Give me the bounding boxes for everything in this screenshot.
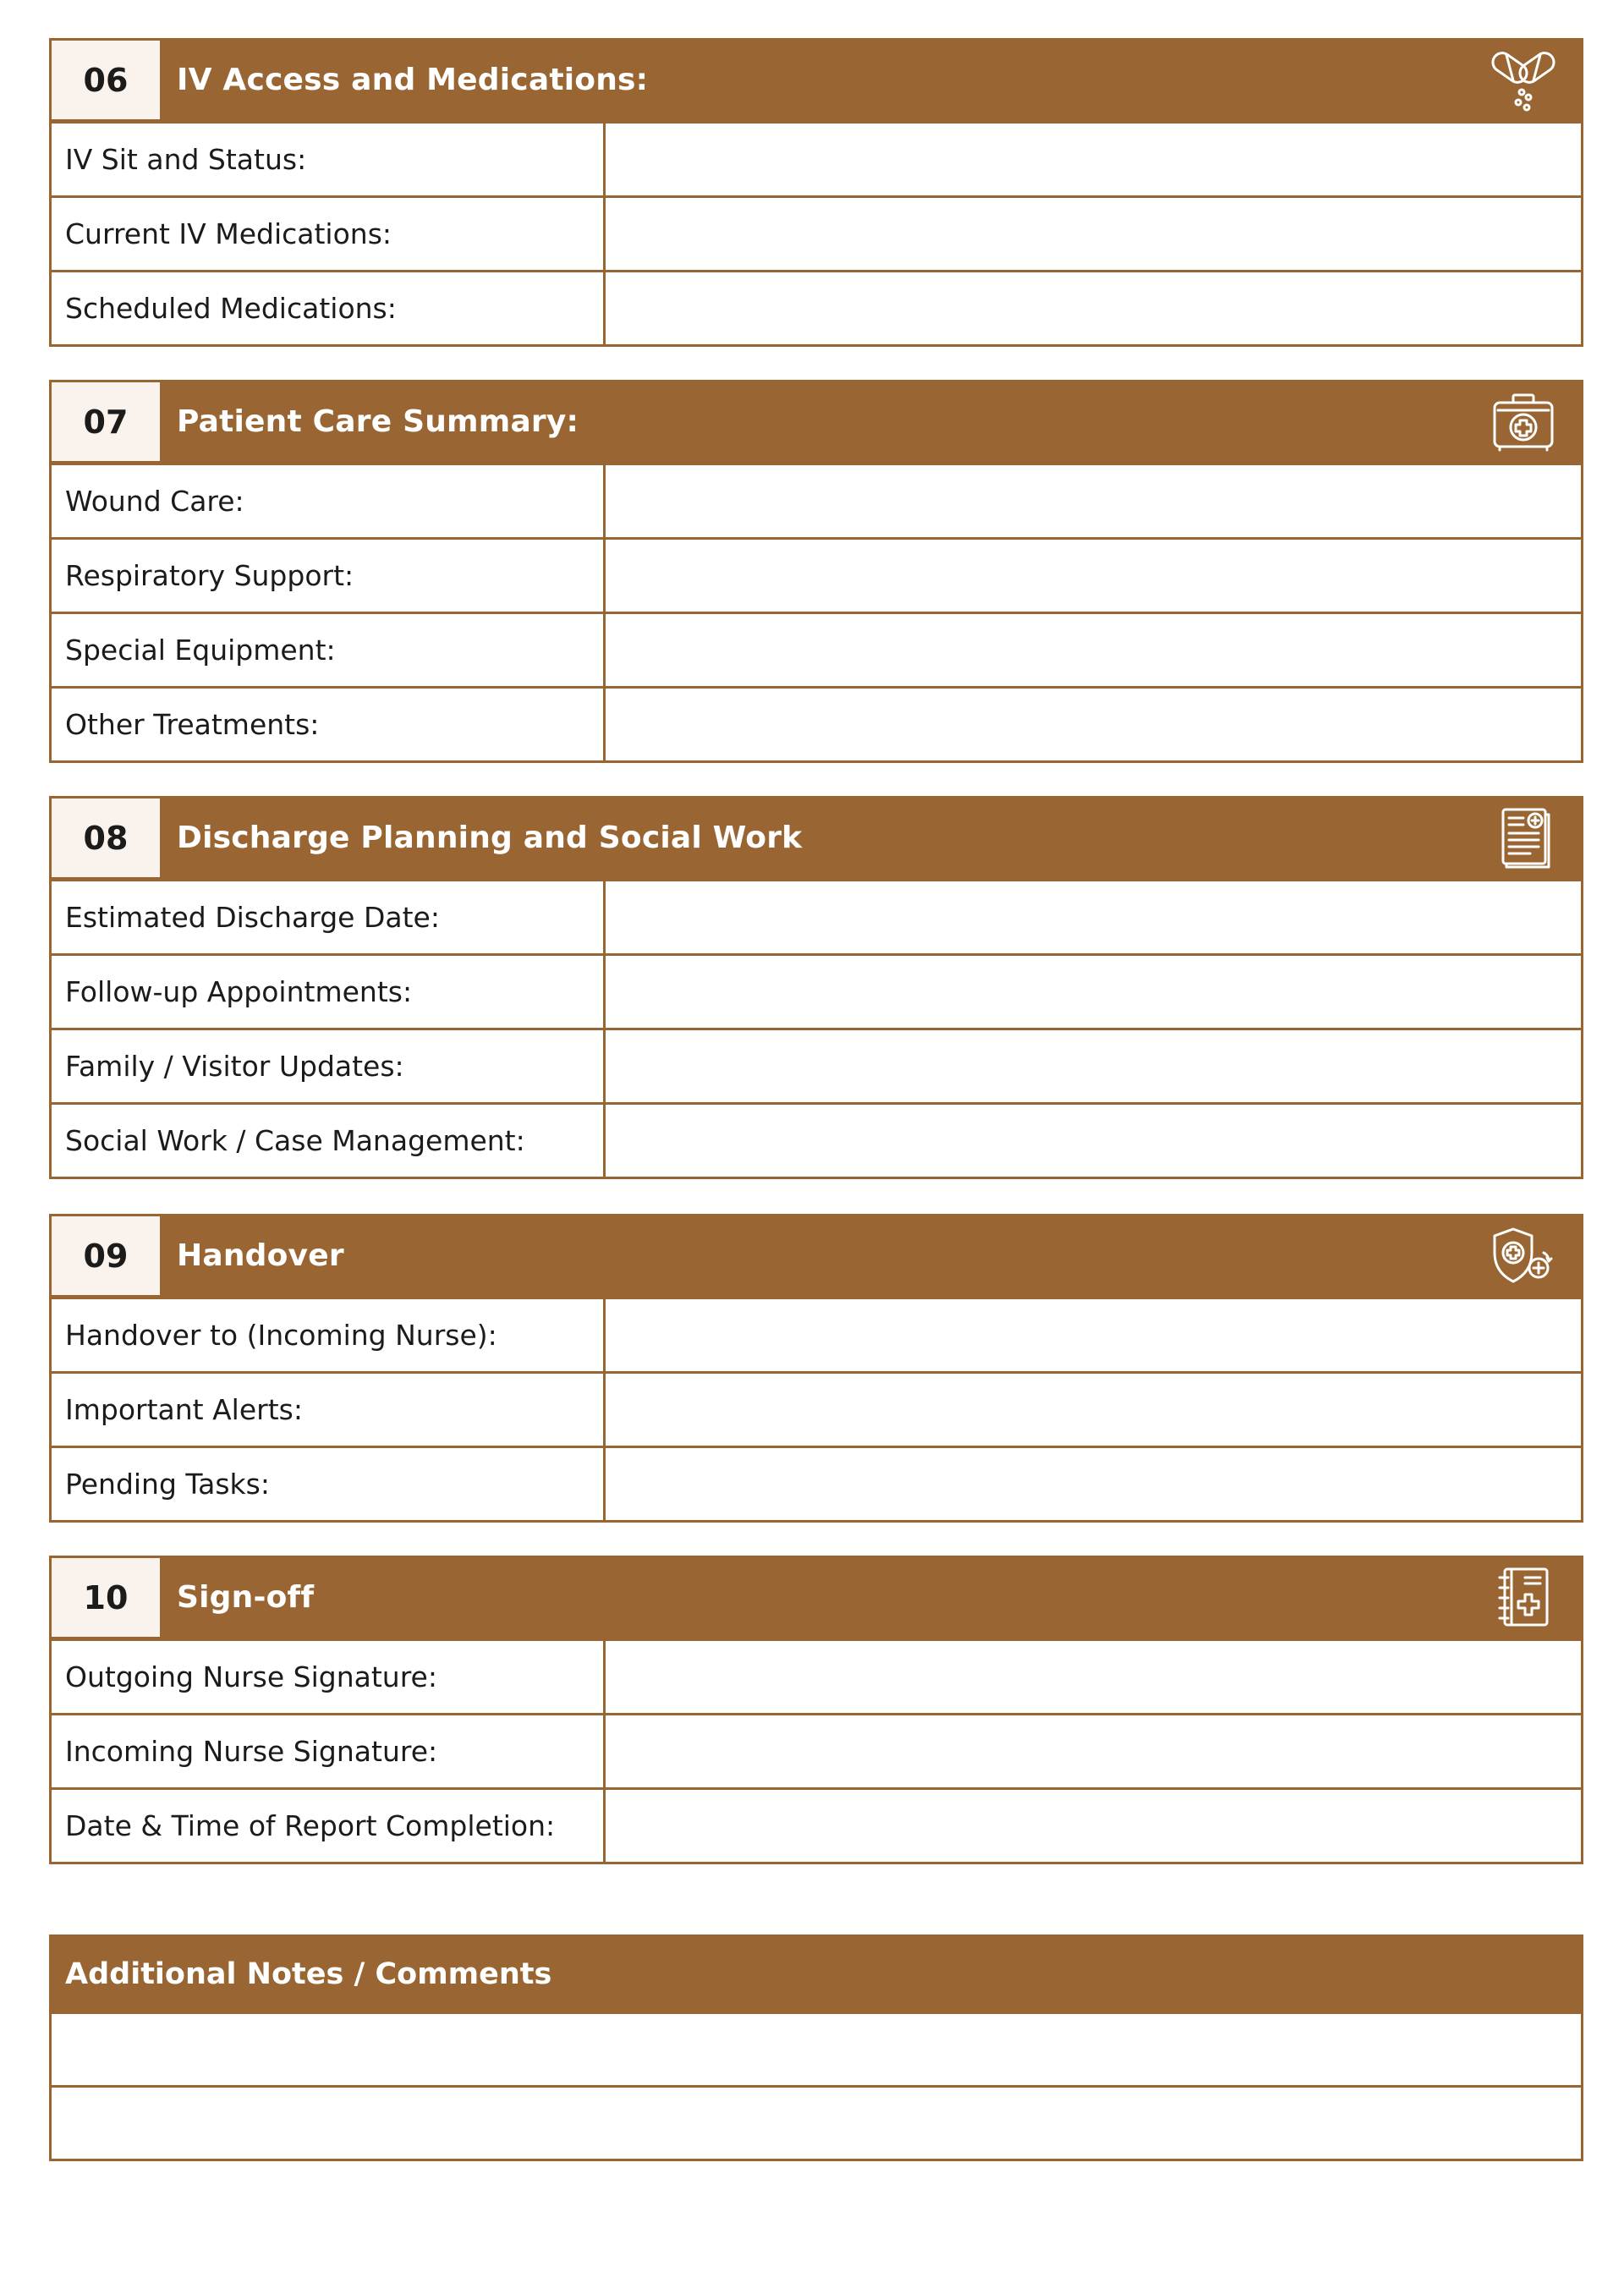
field-input[interactable] [606, 881, 1581, 953]
capsules-icon [1488, 48, 1559, 113]
section-title: Sign-off [177, 1580, 315, 1615]
table-row [52, 463, 1581, 537]
field-label: Estimated Discharge Date: [52, 881, 606, 953]
table-row [52, 121, 1581, 195]
section-number: 08 [52, 799, 160, 877]
section-discharge-planning [49, 796, 1583, 1179]
table-row [52, 1713, 1581, 1787]
section-sign-off [49, 1556, 1583, 1864]
section-header [52, 799, 1581, 879]
field-label: Incoming Nurse Signature: [52, 1715, 606, 1787]
field-input[interactable] [606, 1374, 1581, 1446]
table-row [52, 612, 1581, 686]
field-input[interactable] [606, 614, 1581, 686]
table-row [52, 1638, 1581, 1713]
field-label: Important Alerts: [52, 1374, 606, 1446]
field-label: Current IV Medications: [52, 198, 606, 270]
table-row [52, 270, 1581, 344]
first-aid-kit-icon [1488, 390, 1559, 454]
table-row [52, 195, 1581, 270]
field-label: Social Work / Case Management: [52, 1105, 606, 1177]
medical-book-icon [1488, 1566, 1559, 1630]
table-row [52, 537, 1581, 612]
field-label: Outgoing Nurse Signature: [52, 1641, 606, 1713]
section-title: Discharge Planning and Social Work [177, 820, 803, 855]
field-label: Other Treatments: [52, 689, 606, 760]
field-input[interactable] [606, 1448, 1581, 1520]
section-iv-access [49, 38, 1583, 347]
table-row [52, 879, 1581, 953]
field-label: Family / Visitor Updates: [52, 1030, 606, 1102]
field-label: Pending Tasks: [52, 1448, 606, 1520]
table-row [52, 1102, 1581, 1177]
notes-title: Additional Notes / Comments [52, 1937, 1581, 2011]
field-input[interactable] [606, 1790, 1581, 1862]
notes-line-input[interactable] [52, 2085, 1581, 2159]
table-row [52, 1297, 1581, 1371]
shield-health-icon [1488, 1224, 1559, 1288]
field-input[interactable] [606, 540, 1581, 612]
field-input[interactable] [606, 123, 1581, 195]
table-row [52, 1787, 1581, 1862]
section-header [52, 1216, 1581, 1297]
field-input[interactable] [606, 1030, 1581, 1102]
medical-report-icon [1488, 806, 1559, 870]
table-row [52, 953, 1581, 1028]
field-input[interactable] [606, 689, 1581, 760]
field-input[interactable] [606, 272, 1581, 344]
field-input[interactable] [606, 956, 1581, 1028]
section-title: Patient Care Summary: [177, 404, 579, 439]
section-additional-notes [49, 1935, 1583, 2161]
section-header [52, 41, 1581, 121]
field-input[interactable] [606, 198, 1581, 270]
field-input[interactable] [606, 1641, 1581, 1713]
field-label: Respiratory Support: [52, 540, 606, 612]
field-input[interactable] [606, 465, 1581, 537]
table-row [52, 1028, 1581, 1102]
field-label: Follow-up Appointments: [52, 956, 606, 1028]
notes-line-input[interactable] [52, 2011, 1581, 2085]
field-input[interactable] [606, 1299, 1581, 1371]
table-row [52, 1446, 1581, 1520]
field-label: Special Equipment: [52, 614, 606, 686]
section-number: 07 [52, 382, 160, 461]
field-label: Date & Time of Report Completion: [52, 1790, 606, 1862]
section-number: 06 [52, 41, 160, 119]
field-label: Wound Care: [52, 465, 606, 537]
section-header [52, 382, 1581, 463]
section-patient-care [49, 380, 1583, 763]
section-title: Handover [177, 1238, 344, 1273]
section-number: 10 [52, 1558, 160, 1637]
table-row [52, 686, 1581, 760]
section-number: 09 [52, 1216, 160, 1295]
section-title: IV Access and Medications: [177, 63, 649, 97]
field-label: IV Sit and Status: [52, 123, 606, 195]
section-handover [49, 1214, 1583, 1523]
field-label: Handover to (Incoming Nurse): [52, 1299, 606, 1371]
field-label: Scheduled Medications: [52, 272, 606, 344]
field-input[interactable] [606, 1105, 1581, 1177]
table-row [52, 1371, 1581, 1446]
section-header [52, 1558, 1581, 1638]
field-input[interactable] [606, 1715, 1581, 1787]
